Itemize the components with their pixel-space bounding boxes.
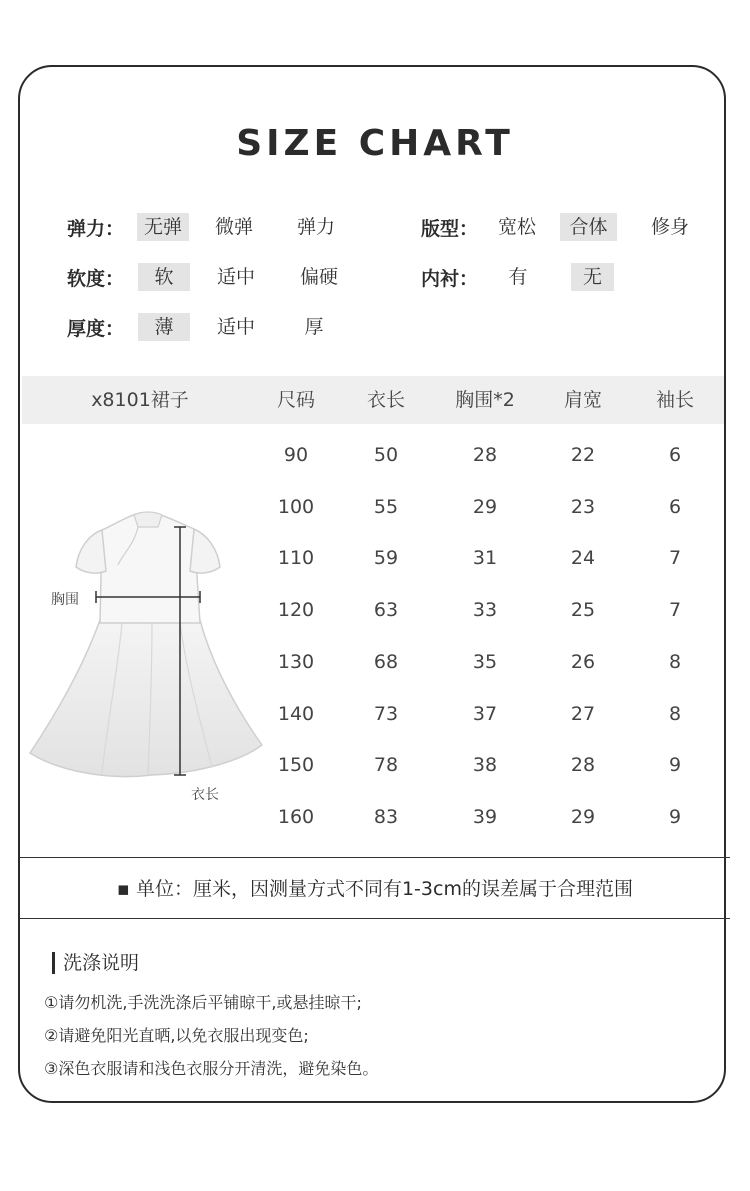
cell-shoulder: 24 bbox=[570, 547, 596, 570]
cell-chest: 33 bbox=[472, 599, 498, 622]
thickness-option-medium: 适中 bbox=[216, 316, 255, 338]
header-chest: 胸围*2 bbox=[455, 389, 515, 411]
cell-chest: 39 bbox=[472, 805, 498, 828]
cell-length: 73 bbox=[373, 702, 399, 725]
elasticity-option-slight: 微弹 bbox=[214, 216, 253, 238]
cell-shoulder: 23 bbox=[570, 495, 596, 518]
softness-option-soft: 软 bbox=[138, 263, 190, 291]
fit-option-loose: 宽松 bbox=[497, 216, 536, 238]
cell-length: 50 bbox=[373, 444, 399, 466]
cell-size: 140 bbox=[277, 702, 315, 725]
washing-title: 洗涤说明 bbox=[52, 952, 139, 974]
fit-option-slim: 修身 bbox=[650, 216, 689, 238]
cell-length: 78 bbox=[373, 754, 399, 777]
cell-shoulder: 29 bbox=[570, 805, 596, 828]
cell-length: 59 bbox=[373, 547, 399, 570]
unit-note: ▪ 单位：厘米，因测量方式不同有1-3cm的误差属于合理范围 bbox=[117, 878, 633, 900]
cell-chest: 31 bbox=[472, 547, 498, 570]
cell-sleeve: 7 bbox=[668, 599, 682, 622]
cell-shoulder: 26 bbox=[570, 650, 596, 673]
header-size: 尺码 bbox=[276, 389, 315, 411]
cell-length: 55 bbox=[373, 495, 399, 518]
cell-sleeve: 9 bbox=[668, 805, 682, 828]
cell-size: 110 bbox=[277, 547, 315, 570]
cell-length: 68 bbox=[373, 650, 399, 673]
fit-option-regular: 合体 bbox=[560, 213, 617, 241]
cell-chest: 29 bbox=[472, 495, 498, 518]
cell-shoulder: 28 bbox=[570, 754, 596, 777]
cell-chest: 38 bbox=[472, 754, 498, 777]
cell-shoulder: 27 bbox=[570, 702, 596, 725]
lining-option-yes: 有 bbox=[508, 266, 528, 288]
elasticity-option-none: 无弹 bbox=[137, 213, 189, 241]
cell-chest: 37 bbox=[472, 702, 498, 725]
header-length: 衣长 bbox=[366, 389, 405, 411]
cell-length: 83 bbox=[373, 805, 399, 828]
elasticity-label: 弹力： bbox=[67, 218, 125, 240]
washing-line-1: ①请勿机洗,手洗洗涤后平铺晾干,或悬挂晾干; bbox=[44, 993, 362, 1012]
cell-size: 130 bbox=[277, 650, 315, 673]
cell-size: 120 bbox=[277, 599, 315, 622]
cell-sleeve: 6 bbox=[668, 444, 682, 466]
cell-size: 90 bbox=[283, 444, 309, 466]
cell-shoulder: 25 bbox=[570, 599, 596, 622]
page-title: SIZE CHART bbox=[236, 123, 514, 164]
length-measure-label: 衣长 bbox=[191, 787, 219, 803]
washing-line-3: ③深色衣服请和浅色衣服分开清洗，避免染色。 bbox=[44, 1059, 379, 1078]
cell-size: 100 bbox=[277, 495, 315, 518]
cell-chest: 28 bbox=[472, 444, 498, 466]
thickness-option-thick: 厚 bbox=[304, 316, 324, 338]
softness-label: 软度： bbox=[67, 268, 125, 290]
cell-shoulder: 22 bbox=[570, 444, 596, 466]
dress-illustration bbox=[22, 505, 272, 790]
fit-label: 版型： bbox=[421, 218, 479, 240]
cell-sleeve: 9 bbox=[668, 754, 682, 777]
divider-top bbox=[20, 857, 730, 858]
cell-sleeve: 8 bbox=[668, 650, 682, 673]
washing-line-2: ②请避免阳光直晒,以免衣服出现变色; bbox=[44, 1026, 309, 1045]
divider-bottom bbox=[20, 918, 730, 919]
elasticity-option-stretch: 弹力 bbox=[296, 216, 335, 238]
lining-label: 内衬： bbox=[421, 268, 479, 290]
thickness-option-thin: 薄 bbox=[138, 313, 190, 341]
cell-length: 63 bbox=[373, 599, 399, 622]
softness-option-stiff: 偏硬 bbox=[299, 266, 338, 288]
thickness-label: 厚度： bbox=[67, 318, 125, 340]
cell-sleeve: 8 bbox=[668, 702, 682, 725]
lining-option-no: 无 bbox=[571, 263, 614, 291]
cell-sleeve: 6 bbox=[668, 495, 682, 518]
cell-size: 160 bbox=[277, 805, 315, 828]
cell-sleeve: 7 bbox=[668, 547, 682, 570]
header-shoulder: 肩宽 bbox=[563, 389, 602, 411]
chest-measure-label: 胸围 bbox=[51, 592, 79, 608]
product-name: x8101裙子 bbox=[91, 389, 189, 411]
cell-size: 150 bbox=[277, 754, 315, 777]
softness-option-medium: 适中 bbox=[216, 266, 255, 288]
header-sleeve: 袖长 bbox=[655, 389, 694, 411]
cell-chest: 35 bbox=[472, 650, 498, 673]
